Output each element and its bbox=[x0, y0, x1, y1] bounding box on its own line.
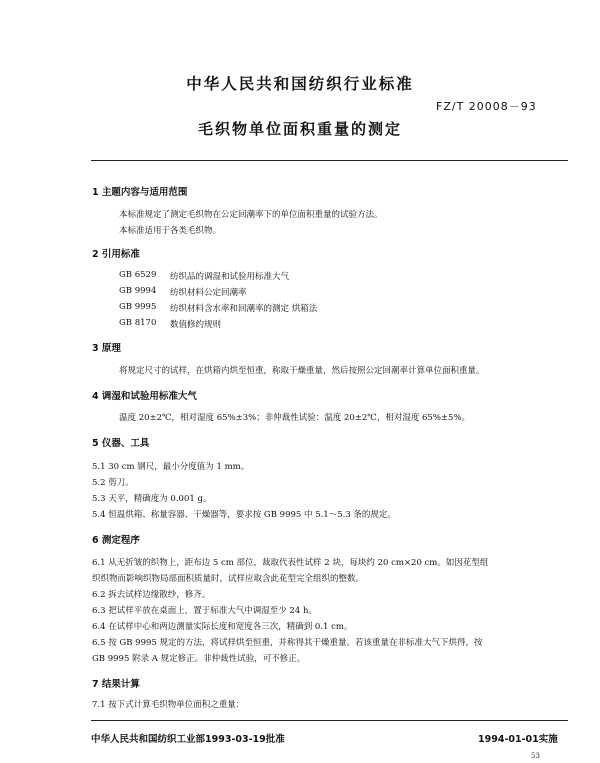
ref-title: 纺织品的调湿和试验用标准大气 bbox=[170, 272, 290, 282]
document-title: 毛织物单位面积重量的测定 bbox=[197, 120, 402, 138]
ref-title: 纺织材料公定回潮率 bbox=[170, 288, 247, 298]
ref-code: GB 9995 bbox=[119, 302, 157, 312]
section-6-line: 6.5 按 GB 9995 规定的方法，将试样烘至恒重，并称得其干燥重量。若该重量在非标准大气下烘得，按 bbox=[92, 638, 483, 648]
approval-issuer: 中华人民共和国纺织工业部1993-03-19批准 bbox=[91, 734, 285, 745]
ref-code: GB 8170 bbox=[119, 318, 157, 328]
section-5-line: 5.2 剪刀。 bbox=[92, 478, 134, 488]
section-1-heading: 1 主题内容与适用范围 bbox=[92, 187, 188, 198]
section-5-line: 5.1 30 cm 钢尺，最小分度值为 1 mm。 bbox=[92, 462, 250, 472]
standard-title: 中华人民共和国纺织行业标准 bbox=[186, 75, 414, 93]
section-3-line: 将规定尺寸的试样，在烘箱内烘至恒重，称取干燥重量，然后按照公定回潮率计算单位面积重量。 bbox=[119, 366, 485, 376]
section-5-line: 5.4 恒温烘箱、称量容器、干燥器等，要求按 GB 9995 中 5.1～5.3 条的规定。 bbox=[92, 510, 396, 520]
section-6-line: GB 9995 附录 A 规定修正。非仲裁性试验，可不修正。 bbox=[92, 654, 306, 664]
section-5-line: 5.3 天平，精确度为 0.001 g。 bbox=[92, 494, 212, 504]
header-divider bbox=[91, 160, 568, 161]
ref-title: 纺织材料含水率和回潮率的测定 烘箱法 bbox=[170, 304, 318, 314]
section-1-line: 本标准适用于各类毛织物。 bbox=[119, 226, 222, 236]
section-3-heading: 3 原理 bbox=[92, 343, 121, 354]
section-5-heading: 5 仪器、工具 bbox=[92, 438, 150, 449]
ref-title: 数值修约规则 bbox=[170, 320, 222, 330]
page-number: 53 bbox=[531, 752, 540, 760]
standard-code: FZ/T 20008－93 bbox=[436, 100, 537, 113]
section-1-line: 本标准规定了测定毛织物在公定回潮率下的单位面积重量的试验方法。 bbox=[119, 210, 383, 220]
section-6-line: 6.3 把试样平放在桌面上，置于标准大气中调湿至少 24 h。 bbox=[92, 606, 317, 616]
section-4-line: 温度 20±2℃，相对湿度 65%±3%；非仲裁性试验：温度 20±2℃，相对湿度 65%±5%。 bbox=[119, 413, 471, 423]
footer-divider bbox=[91, 720, 568, 721]
section-6-line: 6.4 在试样中心和两边测量实际长度和宽度各三次，精确到 0.1 cm。 bbox=[92, 622, 353, 632]
effective-date: 1994-01-01实施 bbox=[478, 734, 558, 745]
section-6-line: 6.1 从无折皱的织物上，距布边 5 cm 部位，裁取代表性试样 2 块，每块约 20 cm×20 cm。如因花型组 bbox=[92, 558, 489, 568]
section-6-heading: 6 测定程序 bbox=[92, 535, 140, 546]
section-6-line: 织织物而影响织物局部面积质量时，试样应取含此花型完全组织的整数。 bbox=[92, 574, 365, 584]
section-2-heading: 2 引用标准 bbox=[92, 249, 140, 260]
section-7-line: 7.1 按下式计算毛织物单位面积之重量： bbox=[92, 700, 245, 710]
ref-code: GB 9994 bbox=[119, 286, 157, 296]
section-4-heading: 4 调湿和试验用标准大气 bbox=[92, 391, 197, 402]
section-7-heading: 7 结果计算 bbox=[92, 679, 140, 690]
section-6-line: 6.2 拆去试样边缘散纱，修齐。 bbox=[92, 590, 211, 600]
ref-code: GB 6529 bbox=[119, 270, 157, 280]
